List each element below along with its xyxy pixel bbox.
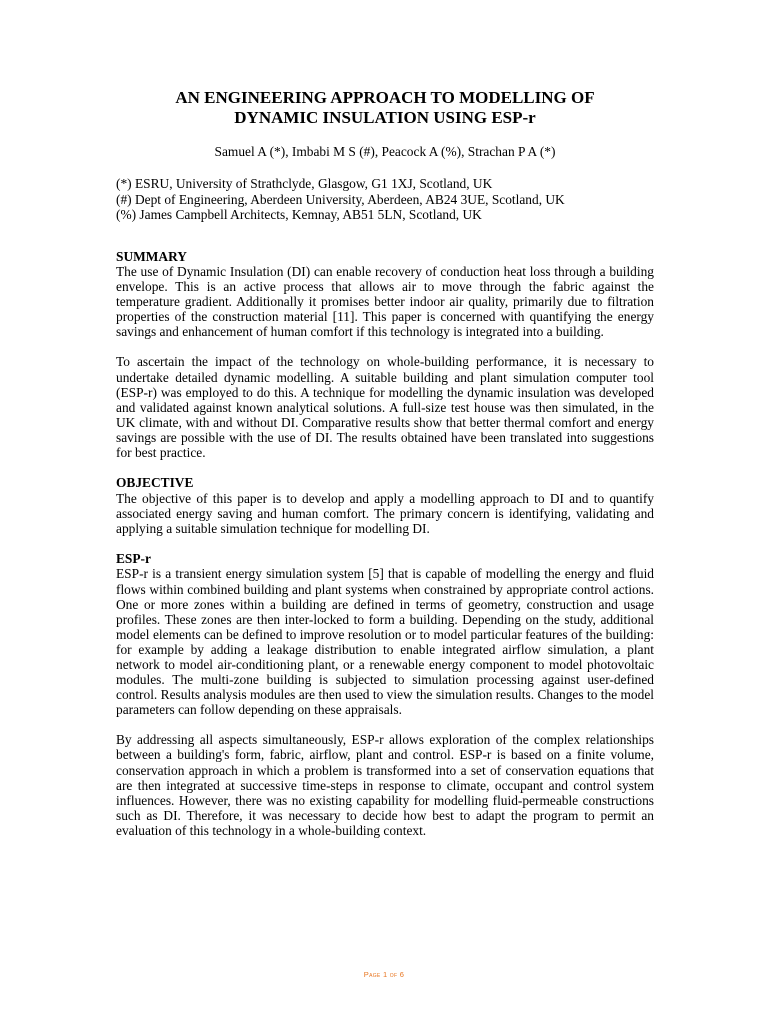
title-line-1: AN ENGINEERING APPROACH TO MODELLING OF [175,88,595,107]
section-heading: SUMMARY [116,248,187,264]
paper-page [116,88,654,853]
section-esp-r [116,551,654,838]
paragraph: ESP-r is a transient energy simulation system [5] that is capable of modelling the energy and fluid flows within combined building and plant systems when constrained by appropriate control actions. One or more zones within a building are defined in terms of geometry, construction and usage profiles. These zones are then inter-locked to form a building. Depending on the study, additional model elements can be defined to improve resolution or to model particular features of the building: for example by adding a leakage distribution to enable integrated airflow simulation, a plant network to model air-conditioning plant, or a renewable energy component to model photovoltaic modules. The multi-zone building is subjected to simulation processing against user-defined control. Results analysis modules are then used to view the simulation results. Changes to the model parameters can follow depending on these appraisals. [116,566,654,718]
paper-title [116,88,654,128]
section-objective [116,475,654,536]
affiliation-campbell: (%) James Campbell Architects, Kemnay, AB51 5LN, Scotland, UK [116,207,482,222]
affiliation-strathclyde: (*) ESRU, University of Strathclyde, Glasgow, G1 1XJ, Scotland, UK [116,176,493,191]
paragraph: The use of Dynamic Insulation (DI) can enable recovery of conduction heat loss through a building envelope. This is an active process that allows air to move through the fabric against the temperature gradient. Additionally it promises better indoor air quality, primarily due to filtration properties of the construction material [11]. This paper is concerned with quantifying the energy savings and enhancement of human comfort if this technology is integrated into a building. [116,264,654,340]
page-footer: Page 1 of 6 [363,970,405,979]
section-heading: OBJECTIVE [116,475,194,491]
paragraph: To ascertain the impact of the technology on whole-building performance, it is necessary to undertake detailed dynamic modelling. A suitable building and plant simulation computer tool (ESP-r) was employed to do this. A technique for modelling the dynamic insulation was developed and validated against known analytical solutions. A full-size test house was then simulated, in the UK climate, with and without DI. Comparative results show that better thermal comfort and energy savings are possible with the use of DI. The results obtained have been translated into suggestions for best practice. [116,354,654,461]
affiliation-aberdeen: (#) Dept of Engineering, Aberdeen University, Aberdeen, AB24 3UE, Scotland, UK [116,191,565,207]
title-line-2: DYNAMIC INSULATION USING ESP-r [234,108,536,127]
paragraph: The objective of this paper is to develop and apply a modelling approach to DI and to quantify associated energy saving and human comfort. The primary concern is identifying, validating and applying a suitable simulation technique for modelling DI. [116,490,654,536]
author-list: Samuel A (*), Imbabi M S (#), Peacock A (%), Strachan P A (*) [214,144,556,159]
paragraph: By addressing all aspects simultaneously, ESP-r allows exploration of the complex relationships between a building's form, fabric, airflow, plant and control. ESP-r is based on a finite volume, conservation approach in which a problem is transformed into a set of conservation equations that are then integrated at successive time-steps in response to climate, occupant and control system influences. However, there was no existing capability for modelling fluid-permeable constructions such as DI. Therefore, it was necessary to decide how best to adapt the program to permit an evaluation of this technology in a whole-building context. [116,732,654,838]
affiliations [116,176,654,223]
section-heading: ESP-r [116,550,151,566]
section-summary [116,249,654,461]
